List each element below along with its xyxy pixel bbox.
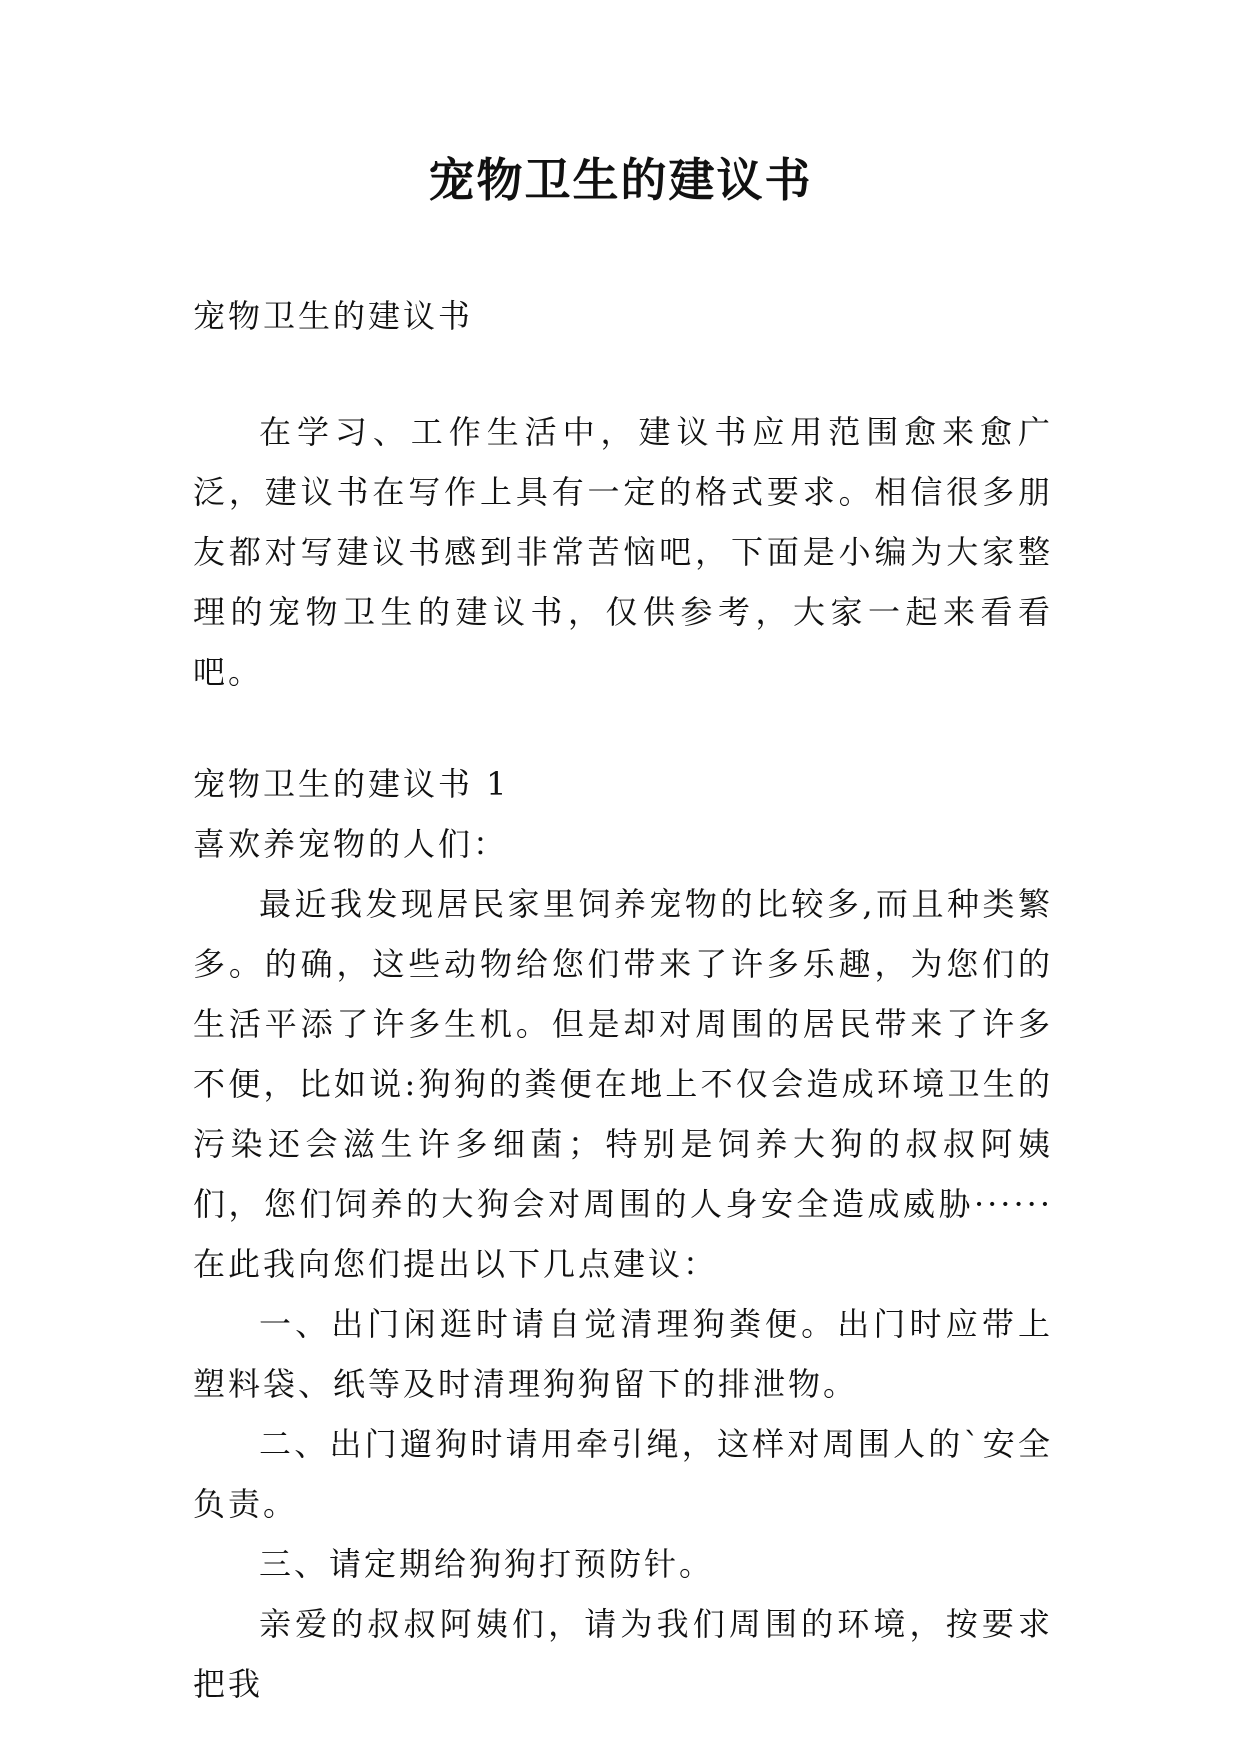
suggestion-2: 二、出门遛狗时请用牵引绳，这样对周围人的`安全负责。 (193, 1425, 1053, 1523)
salutation: 喜欢养宠物的人们： (193, 825, 509, 863)
document-title: 宠物卫生的建议书 (428, 153, 813, 207)
body-paragraph: 最近我发现居民家里饲养宠物的比较多,而且种类繁多。的确，这些动物给您们带来了许多乐趣，为您们的生活平添了许多生机。但是却对周围的居民带来了许多不便，比如说:狗狗的粪便在地上不仅会造成环境卫生的污染还会滋生许多细菌；特别是饲养大狗的叔叔阿姨们，您们饲养的大狗会对周围的人身安全造成威胁······在此我向您们提出以下几点建议： (193, 885, 1053, 1283)
section-heading: 宠物卫生的建议书 1 (193, 765, 510, 803)
document-subtitle: 宠物卫生的建议书 (193, 297, 474, 335)
suggestion-3: 三、请定期给狗狗打预防针。 (259, 1545, 715, 1583)
intro-paragraph: 在学习、工作生活中，建议书应用范围愈来愈广泛，建议书在写作上具有一定的格式要求。相信很多朋友都对写建议书感到非常苦恼吧，下面是小编为大家整理的宠物卫生的建议书，仅供参考，大家一起来看看吧。 (193, 413, 1053, 691)
closing-paragraph: 亲爱的叔叔阿姨们，请为我们周围的环境，按要求把我 (193, 1605, 1053, 1703)
document-body (193, 286, 1053, 1714)
suggestion-1: 一、出门闲逛时请自觉清理狗粪便。出门时应带上塑料袋、纸等及时清理狗狗留下的排泄物。 (193, 1305, 1053, 1403)
